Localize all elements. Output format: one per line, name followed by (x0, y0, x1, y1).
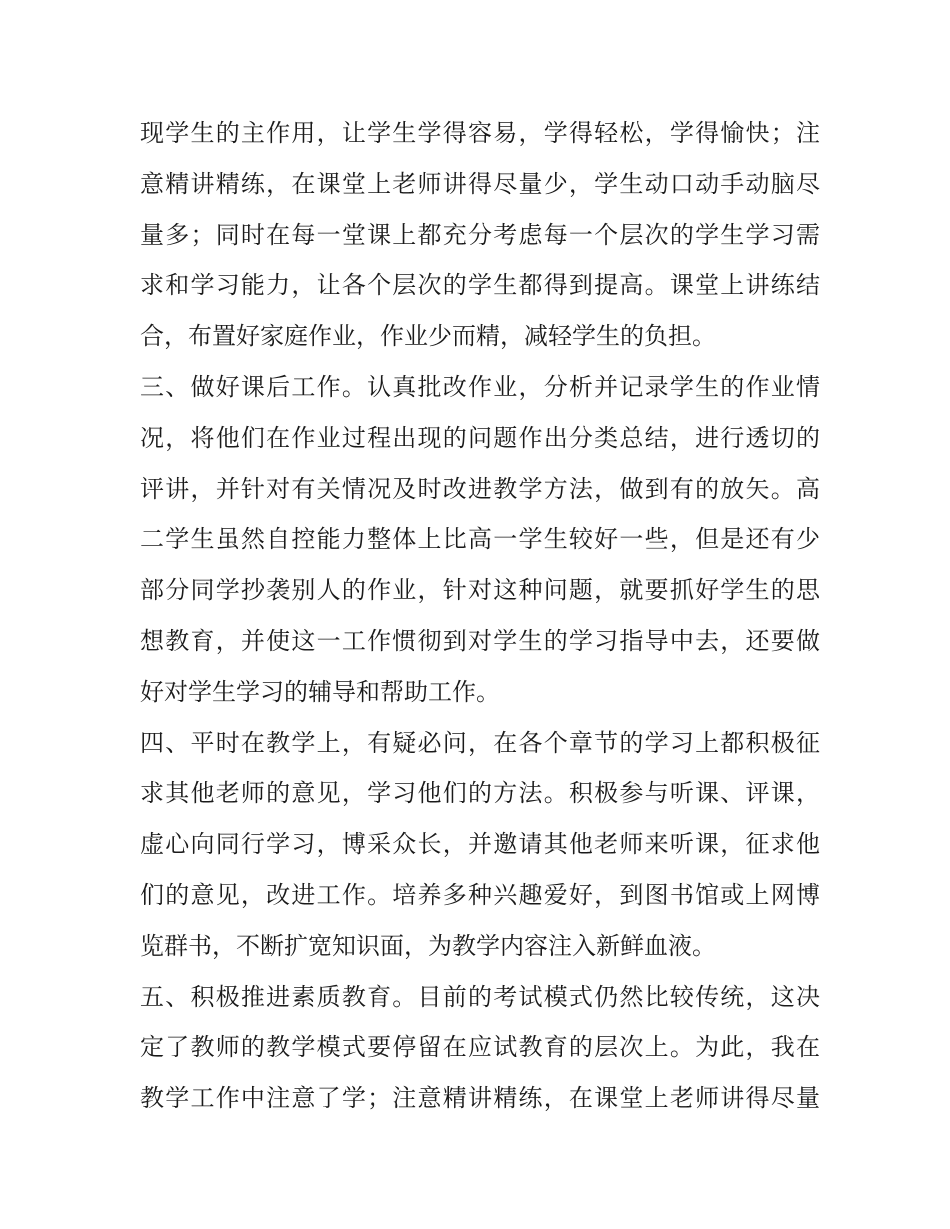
text-line: 四、平时在教学上，有疑必问，在各个章节的学习上都积极征 (140, 728, 820, 757)
text-line: 现学生的主作用，让学生学得容易，学得轻松，学得愉快；注 (140, 119, 820, 147)
text-line: 教学工作中注意了学；注意精讲精练，在课堂上老师讲得尽量 (140, 1084, 820, 1113)
text-line: 意精讲精练，在课堂上老师讲得尽量少，学生动口动手动脑尽 (140, 169, 820, 198)
text-line: 况，将他们在作业过程出现的问题作出分类总结，进行透切的 (140, 423, 820, 452)
body-text (140, 108, 820, 1124)
text-line: 五、积极推进素质教育。目前的考试模式仍然比较传统，这决 (140, 982, 820, 1011)
text-line: 定了教师的教学模式要停留在应试教育的层次上。为此，我在 (140, 1033, 820, 1062)
text-line: 部分同学抄袭别人的作业，针对这种问题，就要抓好学生的思 (140, 576, 820, 605)
text-line: 们的意见，改进工作。培养多种兴趣爱好，到图书馆或上网博 (140, 880, 820, 909)
text-line: 想教育，并使这一工作惯彻到对学生的学习指导中去，还要做 (140, 626, 820, 655)
text-line: 览群书，不断扩宽知识面，为教学内容注入新鲜血液。 (140, 931, 716, 960)
text-line: 三、做好课后工作。认真批改作业，分析并记录学生的作业情 (140, 372, 820, 401)
text-line: 评讲，并针对有关情况及时改进教学方法，做到有的放矢。高 (140, 474, 820, 503)
text-line: 量多；同时在每一堂课上都充分考虑每一个层次的学生学习需 (140, 220, 820, 249)
text-line: 好对学生学习的辅导和帮助工作。 (140, 677, 500, 706)
text-line: 求和学习能力，让各个层次的学生都得到提高。课堂上讲练结 (140, 271, 820, 300)
text-line: 求其他老师的意见，学习他们的方法。积极参与听课、评课， (140, 779, 820, 808)
text-line: 二学生虽然自控能力整体上比高一学生较好一些，但是还有少 (140, 525, 820, 554)
text-line: 合，布置好家庭作业，作业少而精，减轻学生的负担。 (140, 322, 716, 351)
text-line: 虚心向同行学习，博采众长，并邀请其他老师来听课，征求他 (140, 830, 820, 859)
